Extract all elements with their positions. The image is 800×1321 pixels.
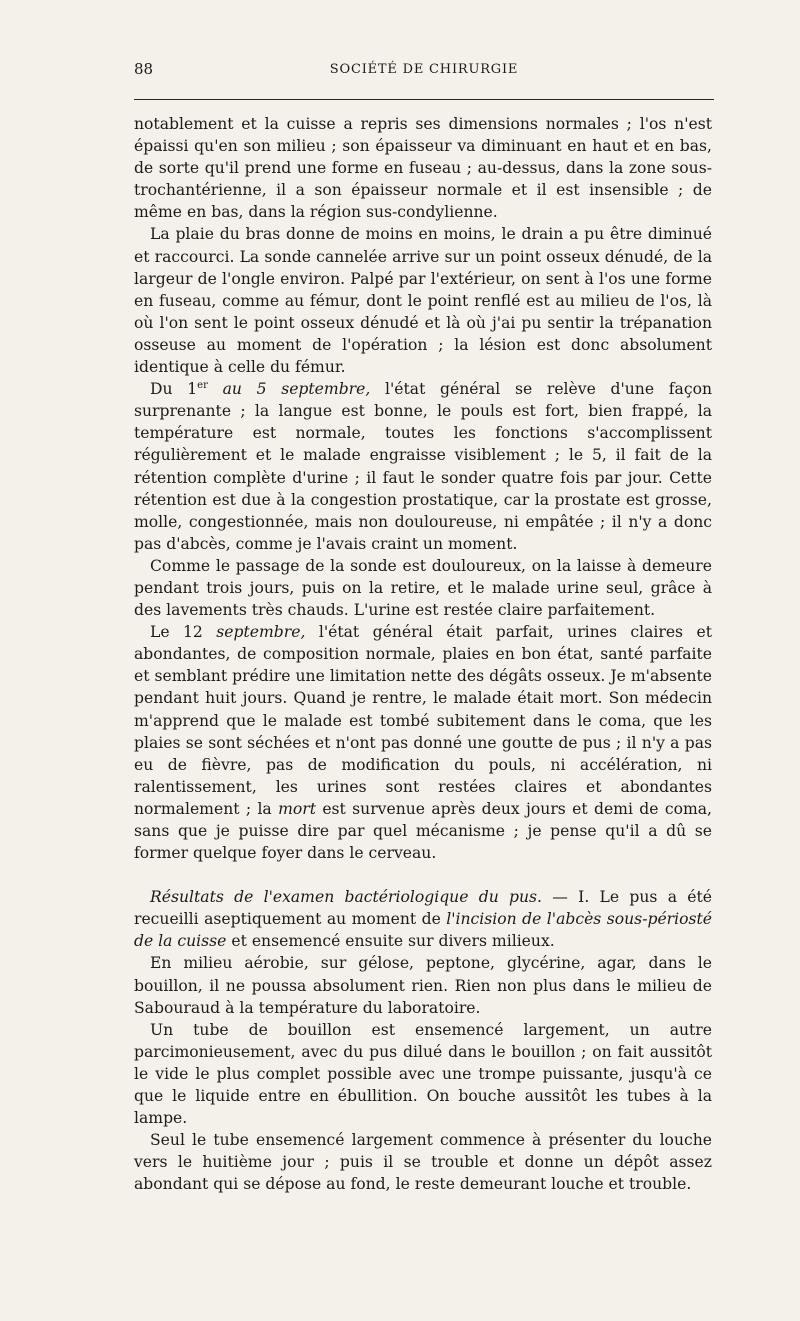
p3-lead: Du 1 <box>150 380 198 399</box>
paragraph-4: Comme le passage de la sonde est douloureux, on la laisse à demeure pendant trois jours, puis on la retire, et le malade urine seul, grâce à des lavements très chauds. L'urine est restée claire parfaitement. <box>134 556 712 620</box>
paragraph-6 <box>134 886 712 952</box>
header-rule <box>134 99 714 100</box>
p3-rest: l'état général se relève d'une façon surprenante ; la langue est bonne, le pouls est fort, bien frappé, la température est normale, toutes les fonctions s'accomplissent régulièrement et le malade engraisse visiblement ; le 5, il fait de la rétention complète d'urine ; il faut le sonder quatre fois par jour. Cette rétention est due à la congestion prostatique, car la prostate est grosse, molle, congestionnée, mais non douloureuse, ni empâtée ; il n'y a donc pas d'abcès, comme je l'avais craint un moment. <box>134 380 713 553</box>
paragraph-7: En milieu aérobie, sur gélose, peptone, glycérine, agar, dans le bouillon, il ne poussa absolument rien. Rien non plus dans le milieu de Sabouraud à la température du laboratoire. <box>134 954 712 1017</box>
p5-date: septembre, <box>216 623 306 642</box>
p5-lead: Le 12 <box>150 623 217 642</box>
p5-mort: mort <box>278 799 316 818</box>
paragraph-9: Seul le tube ensemencé largement commence à présenter du louche vers le huitième jour ; puis il se trouble et donne un dépôt assez abondant qui se dépose au fond, le reste demeurant louche et trouble. <box>134 1131 712 1194</box>
section-gap <box>134 864 712 886</box>
page-number: 88 <box>134 60 154 78</box>
running-title: SOCIÉTÉ DE CHIRURGIE <box>329 62 519 77</box>
paragraph-3 <box>134 378 712 555</box>
paragraph-1: notablement et la cuisse a repris ses dimensions normales ; l'os n'est épaissi qu'en son milieu ; son épaisseur va diminuant en haut et en bas, de sorte qu'il prend une forme en fuseau ; au-dessus, dans la zone sous-trochantérienne, il a son épaisseur normale et il est insensible ; de même en bas, dans la région sus-condylienne. <box>134 115 712 222</box>
section-heading: Résultats de l'examen bactériologique du pus. <box>150 888 543 907</box>
p6-mid: — I. Le pus a été recueilli aseptiquement au moment de <box>134 888 712 929</box>
p5-text-end: est survenue après deux jours et demi de coma, sans que je puisse dire par quel mécanisme ; je pense qu'il a dû se former quelque foyer dans le cerveau. <box>134 799 712 863</box>
p3-superscript: er <box>197 379 208 391</box>
p5-text: l'état général était parfait, urines claires et abondantes, de composition normale, plaies en bon état, santé parfaite et semblant prédire une limitation nette des dégâts osseux. Je m'absente pendant huit jours. Quand je rentre, le malade était mort. Son médecin m'apprend que le malade est tombé subitement dans le coma, que les plaies se sont séchées et n'ont pas donné une goutte de pus ; il n'y a pas eu de fièvre, pas de modification du pouls, ni accélération, ni ralentissement, les urines sont restées claires et abondantes normalement ; la <box>134 623 712 818</box>
p6-incision: l'incision de l'abcès sous-périosté de la cuisse <box>134 910 712 951</box>
p3-date: au 5 septembre, <box>207 380 371 399</box>
body-text <box>134 113 712 1196</box>
paragraph-8: Un tube de bouillon est ensemencé largement, un autre parcimonieusement, avec du pus dilué dans le bouillon ; on fait aussitôt le vide le plus complet possible avec une trompe puissante, jusqu'à ce que le liquide entre en ébullition. On bouche aussitôt les tubes à la lampe. <box>134 1020 712 1128</box>
paragraph-5 <box>134 621 712 864</box>
paragraph-2: La plaie du bras donne de moins en moins, le drain a pu être diminué et raccourci. La sonde cannelée arrive sur un point osseux dénudé, de la largeur de l'ongle environ. Palpé par l'extérieur, on sent à l'os une forme en fuseau, comme au fémur, dont le point renflé est au milieu de l'os, là où l'on sent le point osseux dénudé et là où j'ai pu sentir la trépanation osseuse au moment de l'opération ; la lésion est donc absolument identique à celle du fémur. <box>134 225 712 377</box>
page-header <box>134 60 714 84</box>
p6-rest: et ensemencé ensuite sur divers milieux. <box>226 932 555 951</box>
